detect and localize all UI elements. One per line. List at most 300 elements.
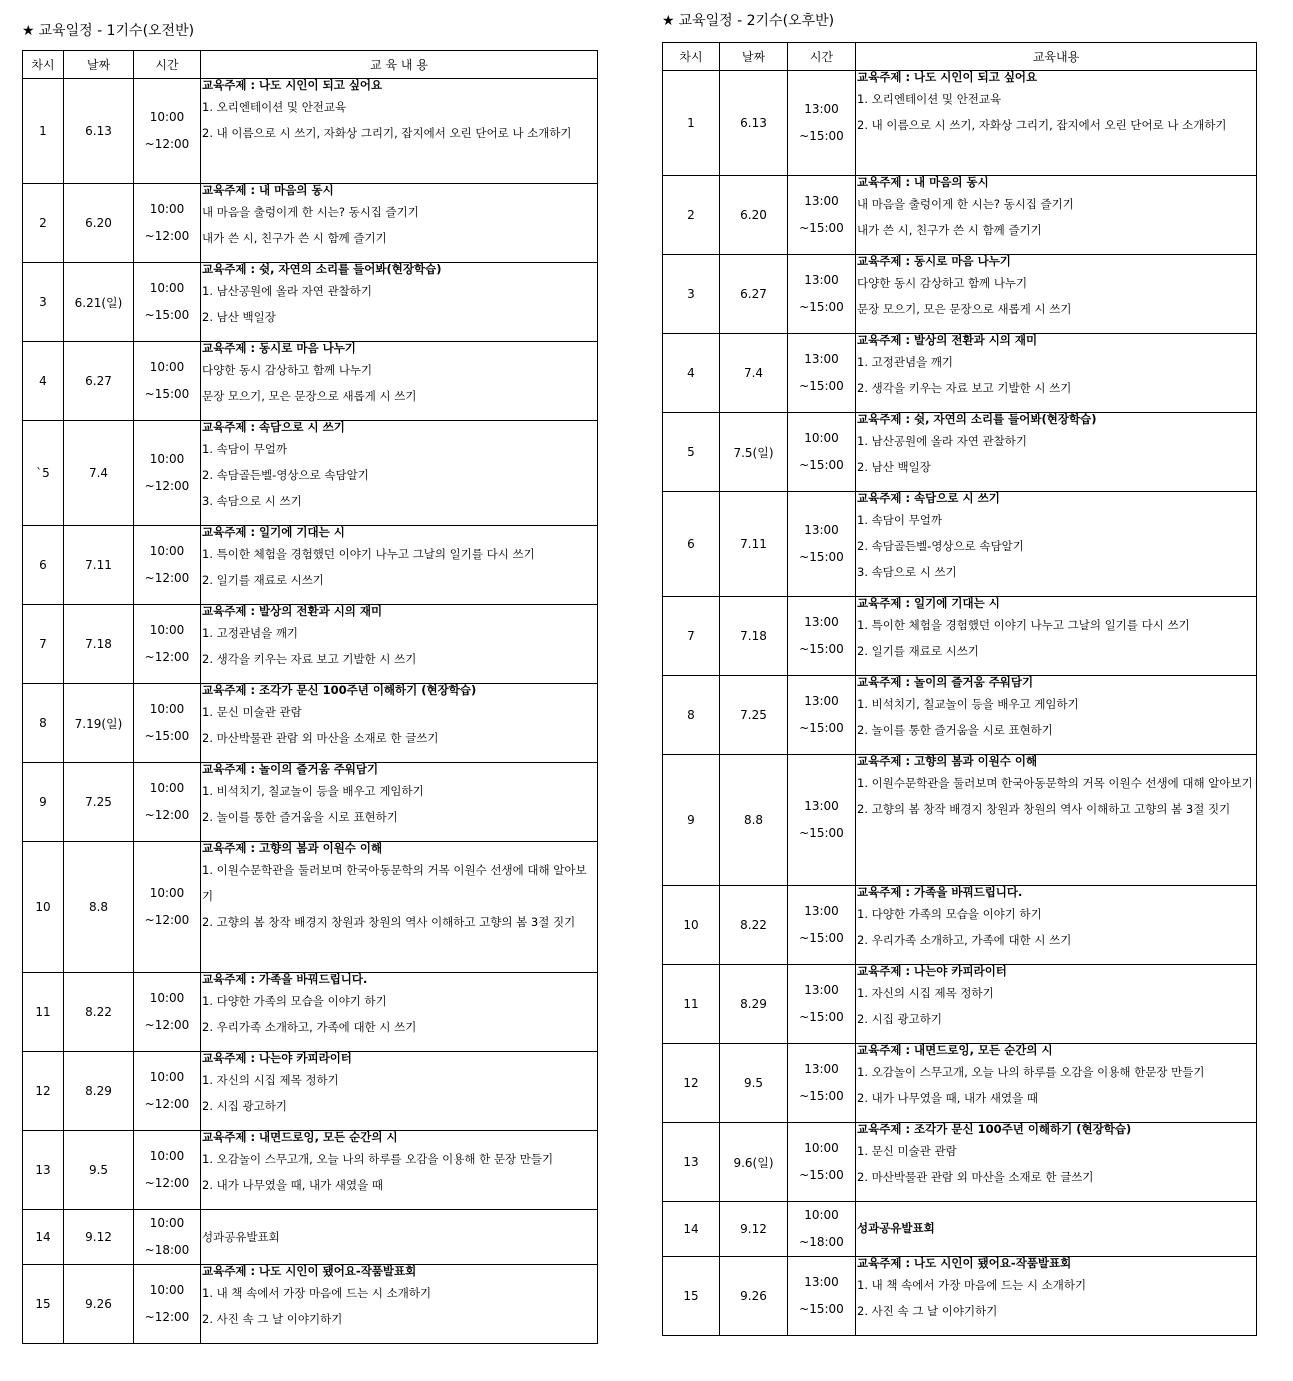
session-date: 8.29 [720, 965, 788, 1044]
session-time [134, 973, 201, 1052]
start-time: 13:00 [804, 694, 839, 708]
table-row [23, 342, 598, 421]
session-content [856, 1123, 1257, 1202]
session-number: 8 [23, 684, 64, 763]
session-number: 14 [23, 1210, 64, 1265]
session-date: 8.29 [64, 1052, 134, 1131]
content-item: 1. 고정관념을 깨기 [202, 626, 299, 640]
session-content [201, 421, 598, 526]
session-content [856, 676, 1257, 755]
session-content [201, 184, 598, 263]
table-row [663, 1044, 1257, 1123]
session-content [201, 263, 598, 342]
content-item: 내 마음을 출렁이게 한 시는? 동시집 즐기기 [202, 205, 419, 219]
topic-title: 교육주제 : 쉿, 자연의 소리를 들어봐(현장학습) [202, 262, 442, 276]
schedule-1-title-row [22, 18, 598, 50]
session-time [134, 842, 201, 973]
table-row [663, 492, 1257, 597]
content-item: 내가 쓴 시, 친구가 쓴 시 함께 즐기기 [202, 231, 387, 245]
session-date: 8.8 [64, 842, 134, 973]
end-time: ~15:00 [799, 721, 844, 735]
content-item: 다양한 동시 감상하고 함께 나누기 [202, 363, 373, 377]
header-date: 날짜 [64, 51, 134, 79]
session-date: 8.22 [720, 886, 788, 965]
table-row [23, 1052, 598, 1131]
content-item: 1. 자신의 시집 제목 정하기 [857, 986, 994, 1000]
content-item: 문장 모으기, 모은 문장으로 새롭게 시 쓰기 [202, 389, 417, 403]
session-date: 9.26 [64, 1265, 134, 1344]
session-time [134, 605, 201, 684]
start-time: 10:00 [149, 886, 185, 900]
start-time: 10:00 [149, 623, 185, 637]
session-content [201, 79, 598, 184]
table-row [23, 763, 598, 842]
content-item: 2. 남산 백일장 [857, 460, 931, 474]
content-item: 1. 고정관념을 깨기 [857, 355, 954, 369]
end-time: ~15:00 [799, 458, 844, 472]
content-item: 2. 일기를 재료로 시쓰기 [202, 573, 324, 587]
end-time: ~15:00 [799, 1168, 844, 1182]
topic-title: 교육주제 : 가족을 바꿔드립니다. [202, 972, 368, 986]
session-time [134, 342, 201, 421]
session-content [856, 413, 1257, 492]
session-number: 3 [23, 263, 64, 342]
content-item: 1. 남산공원에 올라 자연 관찰하기 [857, 434, 1028, 448]
topic-title: 교육주제 : 발상의 전환과 시의 재미 [202, 604, 383, 618]
header-date: 날짜 [720, 43, 788, 71]
session-number: 15 [663, 1257, 720, 1336]
content-item: 2. 내 이름으로 시 쓰기, 자화상 그리기, 잡지에서 오린 단어로 나 소개하기 [202, 126, 572, 140]
session-content [201, 1131, 598, 1210]
session-number: 8 [663, 676, 720, 755]
schedule-2-title-row [662, 10, 1257, 42]
session-content [201, 1210, 598, 1265]
session-time [134, 1052, 201, 1131]
content-item: 2. 시집 광고하기 [202, 1099, 287, 1113]
start-time: 13:00 [804, 615, 839, 629]
session-time [134, 684, 201, 763]
session-time [134, 421, 201, 526]
topic-title: 교육주제 : 조각가 문신 100주년 이해하기 (현장학습) [857, 1122, 1132, 1136]
session-time [134, 1131, 201, 1210]
session-time [788, 676, 856, 755]
session-date: 6.20 [64, 184, 134, 263]
topic-title: 교육주제 : 놀이의 즐거움 주워담기 [202, 762, 379, 776]
content-item: 다양한 동시 감상하고 함께 나누기 [857, 276, 1028, 290]
content-item: 2. 고향의 봄 창작 배경지 창원과 창원의 역사 이해하고 고향의 봄 3절 짓기 [202, 915, 576, 929]
session-date: 7.4 [64, 421, 134, 526]
session-date: 6.27 [720, 255, 788, 334]
end-time: ~12:00 [144, 913, 190, 927]
content-item: 2. 마산박물관 관람 외 마산을 소재로 한 글쓰기 [202, 731, 439, 745]
session-number: 4 [23, 342, 64, 421]
topic-title: 교육주제 : 발상의 전환과 시의 재미 [857, 333, 1038, 347]
session-number: 10 [23, 842, 64, 973]
content-item: 2. 일기를 재료로 시쓰기 [857, 644, 979, 658]
session-content [201, 342, 598, 421]
content-item: 2. 생각을 키우는 자료 보고 기발한 시 쓰기 [857, 381, 1072, 395]
content-item: 1. 비석치기, 칠교놀이 등을 배우고 게임하기 [857, 697, 1079, 711]
content-item: 2. 사진 속 그 날 이야기하기 [202, 1312, 343, 1326]
content-item: 2. 놀이를 통한 즐거움을 시로 표현하기 [202, 810, 398, 824]
end-time: ~15:00 [799, 1089, 844, 1103]
session-number: 7 [23, 605, 64, 684]
content-item: 1. 자신의 시집 제목 정하기 [202, 1073, 339, 1087]
table-row [23, 1210, 598, 1265]
topic-title: 교육주제 : 동시로 마음 나누기 [202, 341, 356, 355]
session-time [788, 965, 856, 1044]
end-time: ~15:00 [799, 826, 844, 840]
topic-title: 교육주제 : 내 마음의 동시 [857, 175, 989, 189]
content-item: 2. 생각을 키우는 자료 보고 기발한 시 쓰기 [202, 652, 417, 666]
session-date: 6.13 [720, 71, 788, 176]
table-row [23, 684, 598, 763]
start-time: 10:00 [149, 452, 185, 466]
table-row [663, 965, 1257, 1044]
table-row [663, 597, 1257, 676]
start-time: 13:00 [804, 523, 839, 537]
table-row [23, 973, 598, 1052]
content-item: 1. 특이한 체험을 경험했던 이야기 나누고 그날의 일기를 다시 쓰기 [202, 547, 535, 561]
content-item: 2. 시집 광고하기 [857, 1012, 942, 1026]
session-date: 6.21(일) [64, 263, 134, 342]
schedule-2-table [662, 42, 1257, 1336]
table-row [663, 176, 1257, 255]
start-time: 13:00 [804, 102, 839, 116]
table-row [663, 1257, 1257, 1336]
session-content [856, 755, 1257, 886]
session-date: 7.5(일) [720, 413, 788, 492]
session-content [201, 842, 598, 973]
start-time: 10:00 [149, 702, 185, 716]
session-content [856, 886, 1257, 965]
content-item: 1. 오감놀이 스무고개, 오늘 나의 하루를 오감을 이용해 한 문장 만들기 [202, 1152, 554, 1166]
content-item: 1. 다양한 가족의 모습을 이야기 하기 [202, 994, 387, 1008]
session-content [856, 597, 1257, 676]
topic-title: 교육주제 : 일기에 기대는 시 [857, 596, 1000, 610]
end-time: ~15:00 [799, 1010, 844, 1024]
content-item: 1. 내 책 속에서 가장 마음에 드는 시 소개하기 [857, 1278, 1087, 1292]
content-item: 1. 오리엔테이션 및 안전교육 [857, 92, 1002, 106]
header-content: 교 육 내 용 [201, 51, 598, 79]
session-time [788, 1202, 856, 1257]
session-time [788, 334, 856, 413]
start-time: 10:00 [149, 1283, 185, 1297]
session-date: 6.13 [64, 79, 134, 184]
session-date: 9.6(일) [720, 1123, 788, 1202]
session-time [134, 763, 201, 842]
table-row [663, 334, 1257, 413]
end-time: ~15:00 [144, 729, 190, 743]
session-number: 1 [663, 71, 720, 176]
topic-title: 교육주제 : 쉿, 자연의 소리를 들어봐(현장학습) [857, 412, 1097, 426]
table-row [23, 1131, 598, 1210]
topic-title: 교육주제 : 고향의 봄과 이원수 이해 [202, 841, 383, 855]
session-time [788, 1257, 856, 1336]
session-number: 10 [663, 886, 720, 965]
header-no: 차시 [23, 51, 64, 79]
session-number: 12 [23, 1052, 64, 1131]
start-time: 13:00 [804, 799, 839, 813]
start-time: 13:00 [804, 273, 839, 287]
session-date: 7.19(일) [64, 684, 134, 763]
session-date: 9.26 [720, 1257, 788, 1336]
table-row [23, 842, 598, 973]
end-time: ~12:00 [144, 808, 190, 822]
table-row [23, 1265, 598, 1344]
end-time: ~15:00 [799, 379, 844, 393]
end-time: ~12:00 [144, 229, 190, 243]
content-item: 1. 속담이 무얼까 [857, 513, 942, 527]
content-item: 2. 고향의 봄 창작 배경지 창원과 창원의 역사 이해하고 고향의 봄 3절 짓기 [857, 802, 1231, 816]
session-content [856, 1202, 1257, 1257]
start-time: 13:00 [804, 1275, 839, 1289]
table-row [663, 676, 1257, 755]
content-item: 2. 놀이를 통한 즐거움을 시로 표현하기 [857, 723, 1053, 737]
end-time: ~12:00 [144, 571, 190, 585]
session-number: 2 [23, 184, 64, 263]
session-content [201, 1052, 598, 1131]
content-item: 3. 속담으로 시 쓰기 [202, 494, 302, 508]
start-time: 13:00 [804, 194, 839, 208]
start-time: 13:00 [804, 904, 839, 918]
content-item: 2. 마산박물관 관람 외 마산을 소재로 한 글쓰기 [857, 1170, 1094, 1184]
topic-title: 교육주제 : 나는야 카피라이터 [202, 1051, 352, 1065]
session-date: 8.8 [720, 755, 788, 886]
session-time [788, 71, 856, 176]
session-date: 9.12 [720, 1202, 788, 1257]
session-date: 8.22 [64, 973, 134, 1052]
start-time: 13:00 [804, 1062, 839, 1076]
content-item: 1. 특이한 체험을 경험했던 이야기 나누고 그날의 일기를 다시 쓰기 [857, 618, 1190, 632]
content-item: 1. 다양한 가족의 모습을 이야기 하기 [857, 907, 1042, 921]
session-date: 9.5 [720, 1044, 788, 1123]
table-row [663, 71, 1257, 176]
topic-title: 교육주제 : 속담으로 시 쓰기 [857, 491, 1000, 505]
table-row [23, 421, 598, 526]
end-time: ~12:00 [144, 1310, 190, 1324]
table-row [23, 605, 598, 684]
session-time [134, 184, 201, 263]
session-content [201, 526, 598, 605]
session-time [788, 755, 856, 886]
topic-title: 교육주제 : 나도 시인이 됐어요-작품발표회 [857, 1256, 1072, 1270]
content-item: 1. 문신 미술관 관람 [202, 705, 302, 719]
session-time [134, 79, 201, 184]
session-content [201, 605, 598, 684]
table-row [663, 886, 1257, 965]
session-date: 7.25 [64, 763, 134, 842]
content-item: 1. 이원수문학관을 둘러보며 한국아동문학의 거목 이원수 선생에 대해 알아보기 [202, 863, 587, 903]
star-icon: ★ [662, 13, 675, 29]
topic-title: 교육주제 : 내면드로잉, 모든 순간의 시 [202, 1130, 398, 1144]
session-number: 9 [663, 755, 720, 886]
start-time: 10:00 [149, 544, 185, 558]
session-content [856, 1257, 1257, 1336]
session-time [788, 255, 856, 334]
session-number: 11 [663, 965, 720, 1044]
session-date: 7.25 [720, 676, 788, 755]
session-number: 3 [663, 255, 720, 334]
session-number: 5 [663, 413, 720, 492]
start-time: 10:00 [149, 1149, 185, 1163]
end-time: ~18:00 [799, 1235, 844, 1249]
session-content [856, 255, 1257, 334]
end-time: ~15:00 [144, 308, 190, 322]
header-time: 시간 [788, 43, 856, 71]
content-item: 내가 쓴 시, 친구가 쓴 시 함께 즐기기 [857, 223, 1042, 237]
end-time: ~12:00 [144, 1018, 190, 1032]
header-no: 차시 [663, 43, 720, 71]
session-time [788, 1123, 856, 1202]
end-time: ~15:00 [799, 129, 844, 143]
topic-title: 교육주제 : 나는야 카피라이터 [857, 964, 1007, 978]
session-time [134, 1265, 201, 1344]
session-content [201, 1265, 598, 1344]
content-item: 2. 속담골든벨-영상으로 속담알기 [857, 539, 1024, 553]
session-date: 7.18 [64, 605, 134, 684]
start-time: 13:00 [804, 983, 839, 997]
session-number: 9 [23, 763, 64, 842]
session-time [788, 597, 856, 676]
session-date: 9.5 [64, 1131, 134, 1210]
session-number: `5 [23, 421, 64, 526]
end-time: ~15:00 [144, 387, 190, 401]
content-item: 1. 비석치기, 칠교놀이 등을 배우고 게임하기 [202, 784, 424, 798]
session-content [201, 684, 598, 763]
end-time: ~12:00 [144, 137, 190, 151]
start-time: 10:00 [149, 110, 185, 124]
content-item: 2. 우리가족 소개하고, 가족에 대한 시 쓰기 [857, 933, 1072, 947]
start-time: 10:00 [149, 1216, 185, 1230]
topic-title: 교육주제 : 내면드로잉, 모든 순간의 시 [857, 1043, 1053, 1057]
table-row [23, 263, 598, 342]
table-row [663, 1123, 1257, 1202]
star-icon: ★ [22, 23, 35, 39]
topic-title: 교육주제 : 가족을 바꿔드립니다. [857, 885, 1023, 899]
content-item: 1. 문신 미술관 관람 [857, 1144, 957, 1158]
end-time: ~15:00 [799, 642, 844, 656]
session-content [856, 71, 1257, 176]
session-number: 11 [23, 973, 64, 1052]
start-time: 10:00 [149, 281, 185, 295]
session-time [788, 176, 856, 255]
start-time: 13:00 [804, 352, 839, 366]
schedule-1-body [23, 79, 598, 1344]
header-content: 교육내용 [856, 43, 1257, 71]
content-item: 1. 남산공원에 올라 자연 관찰하기 [202, 284, 373, 298]
schedule-1-title: 교육일정 - 1기수(오전반) [38, 23, 195, 39]
table-row [663, 255, 1257, 334]
topic-title: 교육주제 : 나도 시인이 됐어요-작품발표회 [202, 1264, 417, 1278]
session-content [201, 973, 598, 1052]
topic-title: 성과공유발표회 [857, 1220, 935, 1235]
schedule-2 [662, 10, 1257, 1336]
content-item: 2. 남산 백일장 [202, 310, 276, 324]
session-number: 2 [663, 176, 720, 255]
session-time [134, 1210, 201, 1265]
table-row [663, 1202, 1257, 1257]
session-content [856, 1044, 1257, 1123]
content-item: 1. 속담이 무얼까 [202, 442, 287, 456]
end-time: ~12:00 [144, 1097, 190, 1111]
start-time: 10:00 [149, 1070, 185, 1084]
header-row [23, 51, 598, 79]
topic-title: 교육주제 : 나도 시인이 되고 싶어요 [857, 70, 1038, 84]
session-number: 15 [23, 1265, 64, 1344]
end-time: ~18:00 [144, 1243, 190, 1257]
schedule-2-body [663, 71, 1257, 1336]
session-date: 6.27 [64, 342, 134, 421]
session-number: 14 [663, 1202, 720, 1257]
session-date: 7.18 [720, 597, 788, 676]
content-item: 1. 이원수문학관을 둘러보며 한국아동문학의 거목 이원수 선생에 대해 알아보기 [857, 776, 1253, 790]
session-number: 13 [663, 1123, 720, 1202]
topic-title: 교육주제 : 조각가 문신 100주년 이해하기 (현장학습) [202, 683, 477, 697]
table-row [23, 79, 598, 184]
table-row [23, 526, 598, 605]
session-date: 7.11 [720, 492, 788, 597]
topic-title: 교육주제 : 속담으로 시 쓰기 [202, 420, 345, 434]
session-time [134, 263, 201, 342]
start-time: 10:00 [149, 991, 185, 1005]
session-time [788, 886, 856, 965]
content-item: 1. 오감놀이 스무고개, 오늘 나의 하루를 오감을 이용해 한문장 만들기 [857, 1065, 1205, 1079]
session-number: 12 [663, 1044, 720, 1123]
session-time [788, 413, 856, 492]
session-time [788, 1044, 856, 1123]
session-content [856, 334, 1257, 413]
session-number: 6 [663, 492, 720, 597]
table-row [23, 184, 598, 263]
end-time: ~15:00 [799, 931, 844, 945]
session-date: 7.4 [720, 334, 788, 413]
header-time: 시간 [134, 51, 201, 79]
session-number: 7 [663, 597, 720, 676]
session-content [856, 965, 1257, 1044]
content-item: 2. 속담골든벨-영상으로 속담알기 [202, 468, 369, 482]
session-date: 6.20 [720, 176, 788, 255]
content-item: 2. 내 이름으로 시 쓰기, 자화상 그리기, 잡지에서 오린 단어로 나 소개하기 [857, 118, 1227, 132]
topic-title: 교육주제 : 동시로 마음 나누기 [857, 254, 1011, 268]
start-time: 10:00 [804, 431, 839, 445]
end-time: ~12:00 [144, 650, 190, 664]
end-time: ~15:00 [799, 300, 844, 314]
session-time [788, 492, 856, 597]
end-time: ~15:00 [799, 1302, 844, 1316]
end-time: ~15:00 [799, 550, 844, 564]
end-time: ~15:00 [799, 221, 844, 235]
content-item: 내 마음을 출렁이게 한 시는? 동시집 즐기기 [857, 197, 1074, 211]
topic-title: 교육주제 : 내 마음의 동시 [202, 183, 334, 197]
content-item: 1. 내 책 속에서 가장 마음에 드는 시 소개하기 [202, 1286, 432, 1300]
session-number: 6 [23, 526, 64, 605]
session-date: 7.11 [64, 526, 134, 605]
table-row [663, 413, 1257, 492]
schedule-2-title: 교육일정 - 2기수(오후반) [678, 13, 835, 29]
session-number: 4 [663, 334, 720, 413]
content-item: 2. 우리가족 소개하고, 가족에 대한 시 쓰기 [202, 1020, 417, 1034]
topic-title: 교육주제 : 나도 시인이 되고 싶어요 [202, 78, 383, 92]
start-time: 10:00 [149, 360, 185, 374]
content-item: 성과공유발표회 [202, 1230, 280, 1244]
content-item: 1. 오리엔테이션 및 안전교육 [202, 100, 347, 114]
end-time: ~12:00 [144, 1176, 190, 1190]
session-number: 13 [23, 1131, 64, 1210]
content-item: 2. 사진 속 그 날 이야기하기 [857, 1304, 998, 1318]
content-item: 2. 내가 나무였을 때, 내가 새였을 때 [857, 1091, 1038, 1105]
topic-title: 교육주제 : 일기에 기대는 시 [202, 525, 345, 539]
